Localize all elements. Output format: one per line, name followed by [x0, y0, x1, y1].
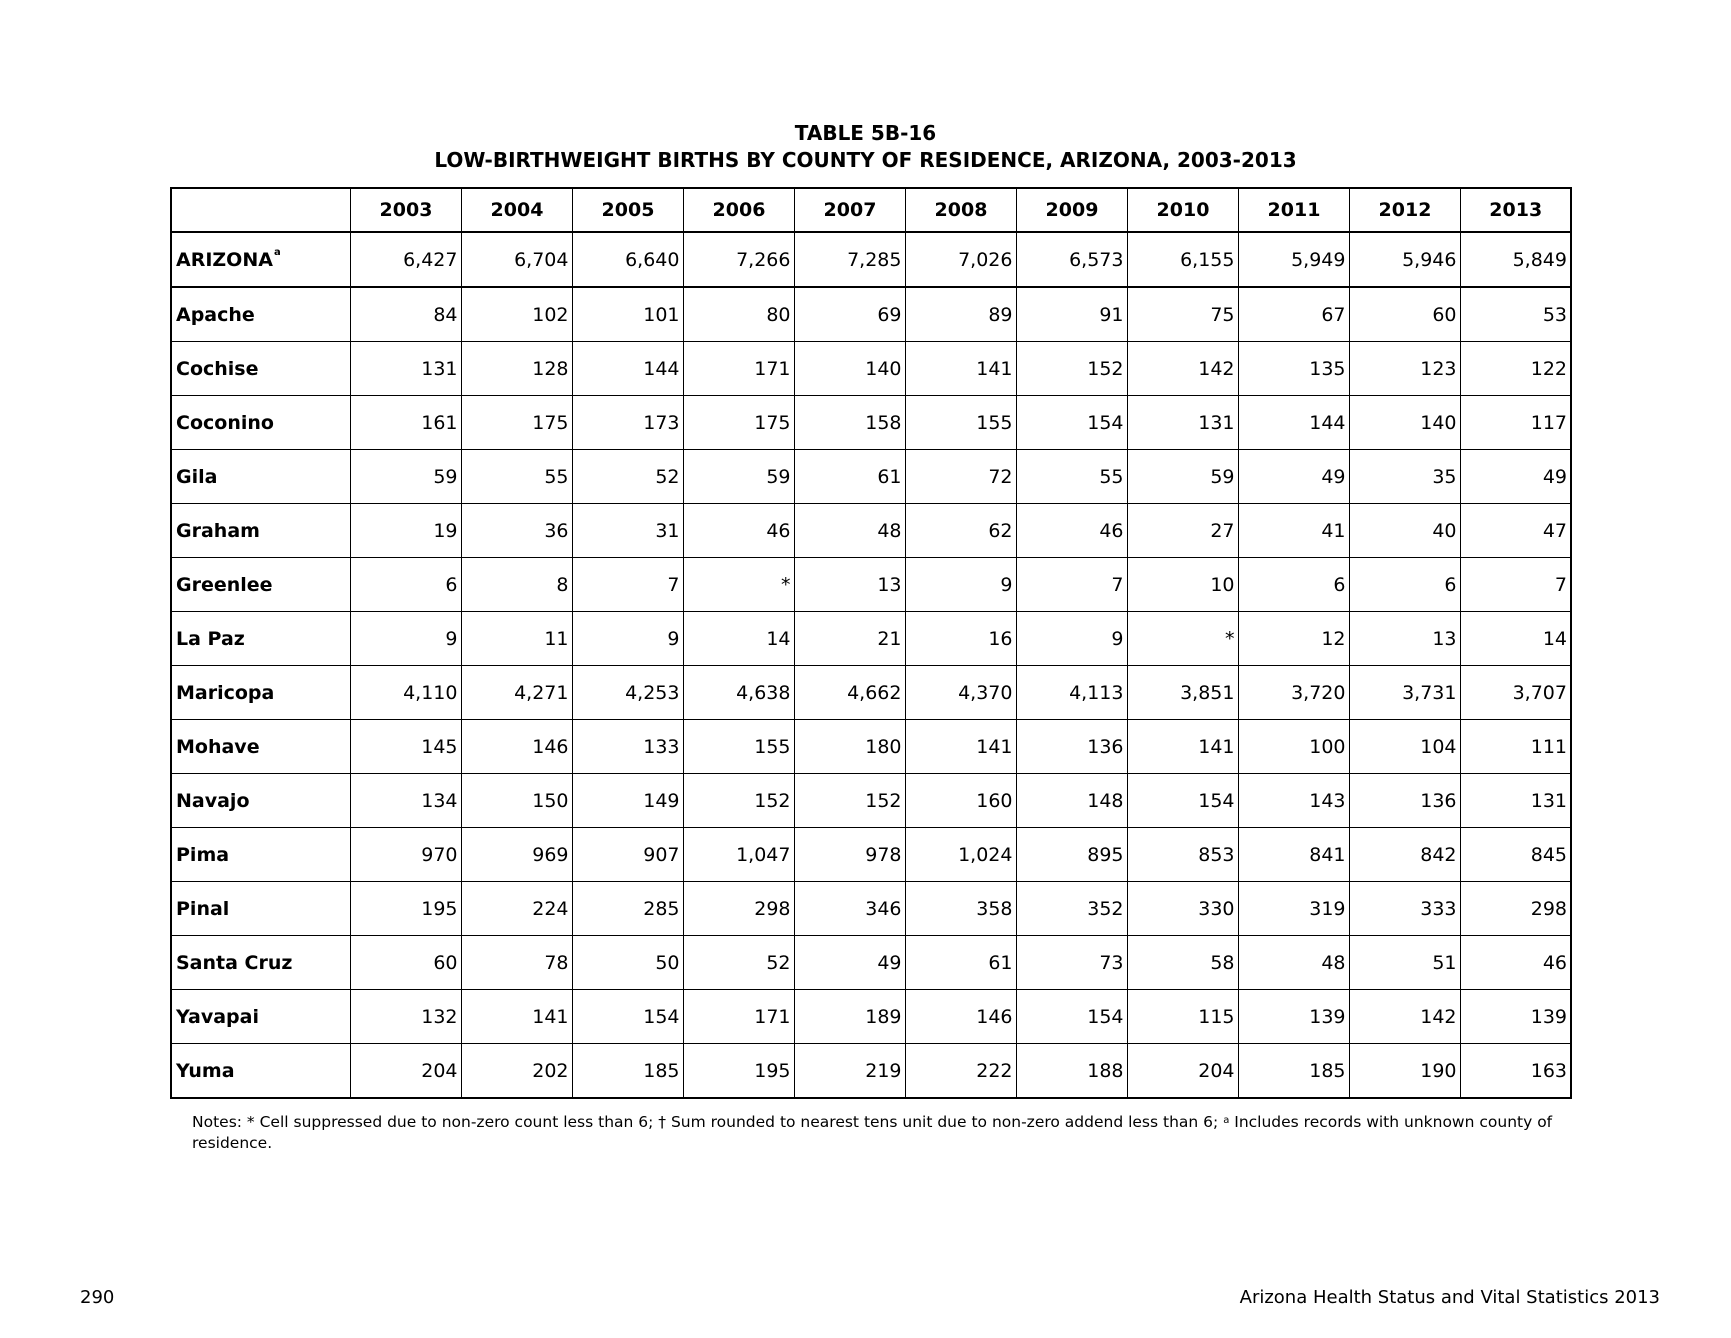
value-cell: 853 — [1127, 828, 1238, 882]
county-name: Greenlee — [176, 573, 273, 596]
value-cell: 139 — [1238, 990, 1349, 1044]
value-cell: 140 — [794, 342, 905, 396]
value-cell: 298 — [683, 882, 794, 936]
value-cell: 4,253 — [572, 666, 683, 720]
county-name-cell — [171, 450, 350, 504]
value-cell: 61 — [905, 936, 1016, 990]
value-cell: 333 — [1349, 882, 1460, 936]
value-cell: 6,155 — [1127, 232, 1238, 287]
county-name: Pinal — [176, 897, 230, 920]
value-cell: 49 — [1460, 450, 1571, 504]
table-row — [171, 774, 1571, 828]
value-cell: 4,638 — [683, 666, 794, 720]
value-cell: 152 — [794, 774, 905, 828]
value-cell: 59 — [350, 450, 461, 504]
value-cell: 55 — [461, 450, 572, 504]
value-cell: 72 — [905, 450, 1016, 504]
value-cell: 52 — [683, 936, 794, 990]
value-cell: 4,662 — [794, 666, 905, 720]
value-cell: 69 — [794, 287, 905, 342]
value-cell: 6,573 — [1016, 232, 1127, 287]
value-cell: 50 — [572, 936, 683, 990]
value-cell: * — [1127, 612, 1238, 666]
value-cell: 155 — [905, 396, 1016, 450]
year-header-2003: 2003 — [350, 188, 461, 232]
year-header-2011: 2011 — [1238, 188, 1349, 232]
value-cell: 123 — [1349, 342, 1460, 396]
value-cell: 1,047 — [683, 828, 794, 882]
table-title — [0, 120, 1731, 174]
value-cell: 101 — [572, 287, 683, 342]
value-cell: 195 — [350, 882, 461, 936]
county-name-cell — [171, 287, 350, 342]
value-cell: 154 — [1127, 774, 1238, 828]
value-cell: 155 — [683, 720, 794, 774]
table-row — [171, 936, 1571, 990]
value-cell: 149 — [572, 774, 683, 828]
value-cell: 185 — [1238, 1044, 1349, 1099]
year-header-2012: 2012 — [1349, 188, 1460, 232]
value-cell: 84 — [350, 287, 461, 342]
value-cell: 175 — [683, 396, 794, 450]
value-cell: 136 — [1016, 720, 1127, 774]
value-cell: 31 — [572, 504, 683, 558]
value-cell: 131 — [1460, 774, 1571, 828]
year-header-2013: 2013 — [1460, 188, 1571, 232]
table-row — [171, 828, 1571, 882]
value-cell: 62 — [905, 504, 1016, 558]
notes-text: Notes: * Cell suppressed due to non-zero count less than 6; † Sum rounded to nearest tens unit due to non-zero addend less than 6; — [192, 1113, 1224, 1131]
value-cell: 219 — [794, 1044, 905, 1099]
value-cell: 6,640 — [572, 232, 683, 287]
value-cell: 978 — [794, 828, 905, 882]
value-cell: 9 — [905, 558, 1016, 612]
value-cell: 3,707 — [1460, 666, 1571, 720]
value-cell: 158 — [794, 396, 905, 450]
value-cell: 163 — [1460, 1044, 1571, 1099]
value-cell: 6 — [1349, 558, 1460, 612]
value-cell: 58 — [1127, 936, 1238, 990]
county-name: Pima — [176, 843, 230, 866]
value-cell: 154 — [1016, 990, 1127, 1044]
table-row — [171, 287, 1571, 342]
value-cell: 224 — [461, 882, 572, 936]
value-cell: 10 — [1127, 558, 1238, 612]
county-name: Santa Cruz — [176, 951, 293, 974]
value-cell: 7 — [1460, 558, 1571, 612]
value-cell: 319 — [1238, 882, 1349, 936]
notes-text-end: Includes records with unknown county of residence. — [192, 1113, 1553, 1152]
county-name-cell — [171, 720, 350, 774]
value-cell: 7 — [1016, 558, 1127, 612]
value-cell: 154 — [572, 990, 683, 1044]
value-cell: 117 — [1460, 396, 1571, 450]
value-cell: 845 — [1460, 828, 1571, 882]
table-number: TABLE 5B-16 — [794, 121, 937, 145]
value-cell: 4,271 — [461, 666, 572, 720]
value-cell: 14 — [1460, 612, 1571, 666]
value-cell: 141 — [905, 720, 1016, 774]
value-cell: 175 — [461, 396, 572, 450]
value-cell: 67 — [1238, 287, 1349, 342]
value-cell: 136 — [1349, 774, 1460, 828]
value-cell: 115 — [1127, 990, 1238, 1044]
value-cell: 141 — [905, 342, 1016, 396]
value-cell: * — [683, 558, 794, 612]
value-cell: 13 — [794, 558, 905, 612]
value-cell: 19 — [350, 504, 461, 558]
value-cell: 104 — [1349, 720, 1460, 774]
county-name: Maricopa — [176, 681, 275, 704]
value-cell: 61 — [794, 450, 905, 504]
value-cell: 46 — [683, 504, 794, 558]
year-header-2010: 2010 — [1127, 188, 1238, 232]
table-row — [171, 1044, 1571, 1099]
table-row — [171, 612, 1571, 666]
value-cell: 73 — [1016, 936, 1127, 990]
value-cell: 78 — [461, 936, 572, 990]
value-cell: 7,285 — [794, 232, 905, 287]
value-cell: 131 — [350, 342, 461, 396]
value-cell: 841 — [1238, 828, 1349, 882]
county-name-cell — [171, 990, 350, 1044]
value-cell: 142 — [1349, 990, 1460, 1044]
value-cell: 173 — [572, 396, 683, 450]
value-cell: 111 — [1460, 720, 1571, 774]
value-cell: 3,731 — [1349, 666, 1460, 720]
value-cell: 161 — [350, 396, 461, 450]
table-notes — [192, 1112, 1582, 1154]
value-cell: 53 — [1460, 287, 1571, 342]
year-header-2008: 2008 — [905, 188, 1016, 232]
value-cell: 970 — [350, 828, 461, 882]
county-name-cell — [171, 342, 350, 396]
county-name: ARIZONA — [176, 248, 273, 271]
footnote-mark: a — [273, 246, 281, 258]
county-name-cell — [171, 828, 350, 882]
value-cell: 222 — [905, 1044, 1016, 1099]
value-cell: 144 — [1238, 396, 1349, 450]
county-name-cell — [171, 396, 350, 450]
value-cell: 133 — [572, 720, 683, 774]
table-row — [171, 232, 1571, 287]
value-cell: 75 — [1127, 287, 1238, 342]
corner-header-cell — [171, 188, 350, 232]
value-cell: 102 — [461, 287, 572, 342]
value-cell: 141 — [461, 990, 572, 1044]
value-cell: 7,266 — [683, 232, 794, 287]
value-cell: 49 — [1238, 450, 1349, 504]
county-name-cell — [171, 558, 350, 612]
value-cell: 204 — [350, 1044, 461, 1099]
table-row — [171, 504, 1571, 558]
county-name: Yavapai — [176, 1005, 259, 1028]
value-cell: 128 — [461, 342, 572, 396]
value-cell: 171 — [683, 990, 794, 1044]
value-cell: 16 — [905, 612, 1016, 666]
value-cell: 14 — [683, 612, 794, 666]
value-cell: 907 — [572, 828, 683, 882]
value-cell: 41 — [1238, 504, 1349, 558]
value-cell: 59 — [683, 450, 794, 504]
county-name-cell — [171, 936, 350, 990]
county-name-cell — [171, 882, 350, 936]
value-cell: 969 — [461, 828, 572, 882]
value-cell: 135 — [1238, 342, 1349, 396]
value-cell: 132 — [350, 990, 461, 1044]
value-cell: 11 — [461, 612, 572, 666]
county-name: Apache — [176, 303, 255, 326]
value-cell: 35 — [1349, 450, 1460, 504]
value-cell: 352 — [1016, 882, 1127, 936]
table-row — [171, 342, 1571, 396]
value-cell: 195 — [683, 1044, 794, 1099]
county-name: Coconino — [176, 411, 274, 434]
value-cell: 6 — [350, 558, 461, 612]
table-row — [171, 558, 1571, 612]
value-cell: 6,704 — [461, 232, 572, 287]
value-cell: 842 — [1349, 828, 1460, 882]
value-cell: 8 — [461, 558, 572, 612]
value-cell: 285 — [572, 882, 683, 936]
county-name-cell — [171, 774, 350, 828]
year-header-2009: 2009 — [1016, 188, 1127, 232]
value-cell: 180 — [794, 720, 905, 774]
value-cell: 152 — [1016, 342, 1127, 396]
value-cell: 6 — [1238, 558, 1349, 612]
value-cell: 190 — [1349, 1044, 1460, 1099]
value-cell: 46 — [1460, 936, 1571, 990]
value-cell: 80 — [683, 287, 794, 342]
value-cell: 49 — [794, 936, 905, 990]
value-cell: 346 — [794, 882, 905, 936]
county-name-cell — [171, 232, 350, 287]
year-header-2005: 2005 — [572, 188, 683, 232]
value-cell: 150 — [461, 774, 572, 828]
value-cell: 5,946 — [1349, 232, 1460, 287]
value-cell: 131 — [1127, 396, 1238, 450]
value-cell: 51 — [1349, 936, 1460, 990]
value-cell: 1,024 — [905, 828, 1016, 882]
table-row — [171, 396, 1571, 450]
year-header-2006: 2006 — [683, 188, 794, 232]
value-cell: 40 — [1349, 504, 1460, 558]
county-name: Graham — [176, 519, 260, 542]
value-cell: 55 — [1016, 450, 1127, 504]
value-cell: 146 — [461, 720, 572, 774]
value-cell: 89 — [905, 287, 1016, 342]
value-cell: 148 — [1016, 774, 1127, 828]
value-cell: 48 — [1238, 936, 1349, 990]
value-cell: 6,427 — [350, 232, 461, 287]
value-cell: 9 — [350, 612, 461, 666]
county-name: Yuma — [176, 1059, 235, 1082]
value-cell: 100 — [1238, 720, 1349, 774]
value-cell: 146 — [905, 990, 1016, 1044]
value-cell: 154 — [1016, 396, 1127, 450]
value-cell: 9 — [572, 612, 683, 666]
table-row — [171, 666, 1571, 720]
value-cell: 122 — [1460, 342, 1571, 396]
value-cell: 21 — [794, 612, 905, 666]
value-cell: 91 — [1016, 287, 1127, 342]
value-cell: 46 — [1016, 504, 1127, 558]
value-cell: 3,851 — [1127, 666, 1238, 720]
county-name-cell — [171, 612, 350, 666]
value-cell: 4,370 — [905, 666, 1016, 720]
value-cell: 330 — [1127, 882, 1238, 936]
value-cell: 134 — [350, 774, 461, 828]
county-name: La Paz — [176, 627, 245, 650]
value-cell: 160 — [905, 774, 1016, 828]
table-row — [171, 882, 1571, 936]
value-cell: 36 — [461, 504, 572, 558]
value-cell: 185 — [572, 1044, 683, 1099]
value-cell: 204 — [1127, 1044, 1238, 1099]
value-cell: 12 — [1238, 612, 1349, 666]
value-cell: 60 — [1349, 287, 1460, 342]
value-cell: 48 — [794, 504, 905, 558]
value-cell: 5,949 — [1238, 232, 1349, 287]
page-number: 290 — [80, 1287, 115, 1308]
value-cell: 3,720 — [1238, 666, 1349, 720]
value-cell: 47 — [1460, 504, 1571, 558]
county-name-cell — [171, 666, 350, 720]
table-header-row — [171, 188, 1571, 232]
value-cell: 202 — [461, 1044, 572, 1099]
table-body — [171, 232, 1571, 1098]
county-name-cell — [171, 504, 350, 558]
value-cell: 895 — [1016, 828, 1127, 882]
value-cell: 7 — [572, 558, 683, 612]
value-cell: 140 — [1349, 396, 1460, 450]
value-cell: 145 — [350, 720, 461, 774]
value-cell: 5,849 — [1460, 232, 1571, 287]
value-cell: 52 — [572, 450, 683, 504]
value-cell: 59 — [1127, 450, 1238, 504]
value-cell: 4,110 — [350, 666, 461, 720]
year-header-2004: 2004 — [461, 188, 572, 232]
value-cell: 142 — [1127, 342, 1238, 396]
value-cell: 152 — [683, 774, 794, 828]
value-cell: 4,113 — [1016, 666, 1127, 720]
value-cell: 13 — [1349, 612, 1460, 666]
county-name: Cochise — [176, 357, 259, 380]
publication-title: Arizona Health Status and Vital Statistics 2013 — [1239, 1287, 1660, 1308]
value-cell: 171 — [683, 342, 794, 396]
county-name: Mohave — [176, 735, 260, 758]
value-cell: 9 — [1016, 612, 1127, 666]
table-heading: LOW-BIRTHWEIGHT BIRTHS BY COUNTY OF RESIDENCE, ARIZONA, 2003-2013 — [434, 148, 1297, 172]
value-cell: 189 — [794, 990, 905, 1044]
value-cell: 139 — [1460, 990, 1571, 1044]
table-row — [171, 720, 1571, 774]
value-cell: 7,026 — [905, 232, 1016, 287]
value-cell: 60 — [350, 936, 461, 990]
county-name: Navajo — [176, 789, 250, 812]
county-name-cell — [171, 1044, 350, 1099]
table-row — [171, 450, 1571, 504]
notes-superscript-mark: a — [1223, 1115, 1230, 1126]
value-cell: 358 — [905, 882, 1016, 936]
value-cell: 27 — [1127, 504, 1238, 558]
table-row — [171, 990, 1571, 1044]
value-cell: 144 — [572, 342, 683, 396]
value-cell: 188 — [1016, 1044, 1127, 1099]
year-header-2007: 2007 — [794, 188, 905, 232]
value-cell: 143 — [1238, 774, 1349, 828]
value-cell: 141 — [1127, 720, 1238, 774]
low-birthweight-table — [170, 187, 1572, 1099]
value-cell: 298 — [1460, 882, 1571, 936]
county-name: Gila — [176, 465, 218, 488]
